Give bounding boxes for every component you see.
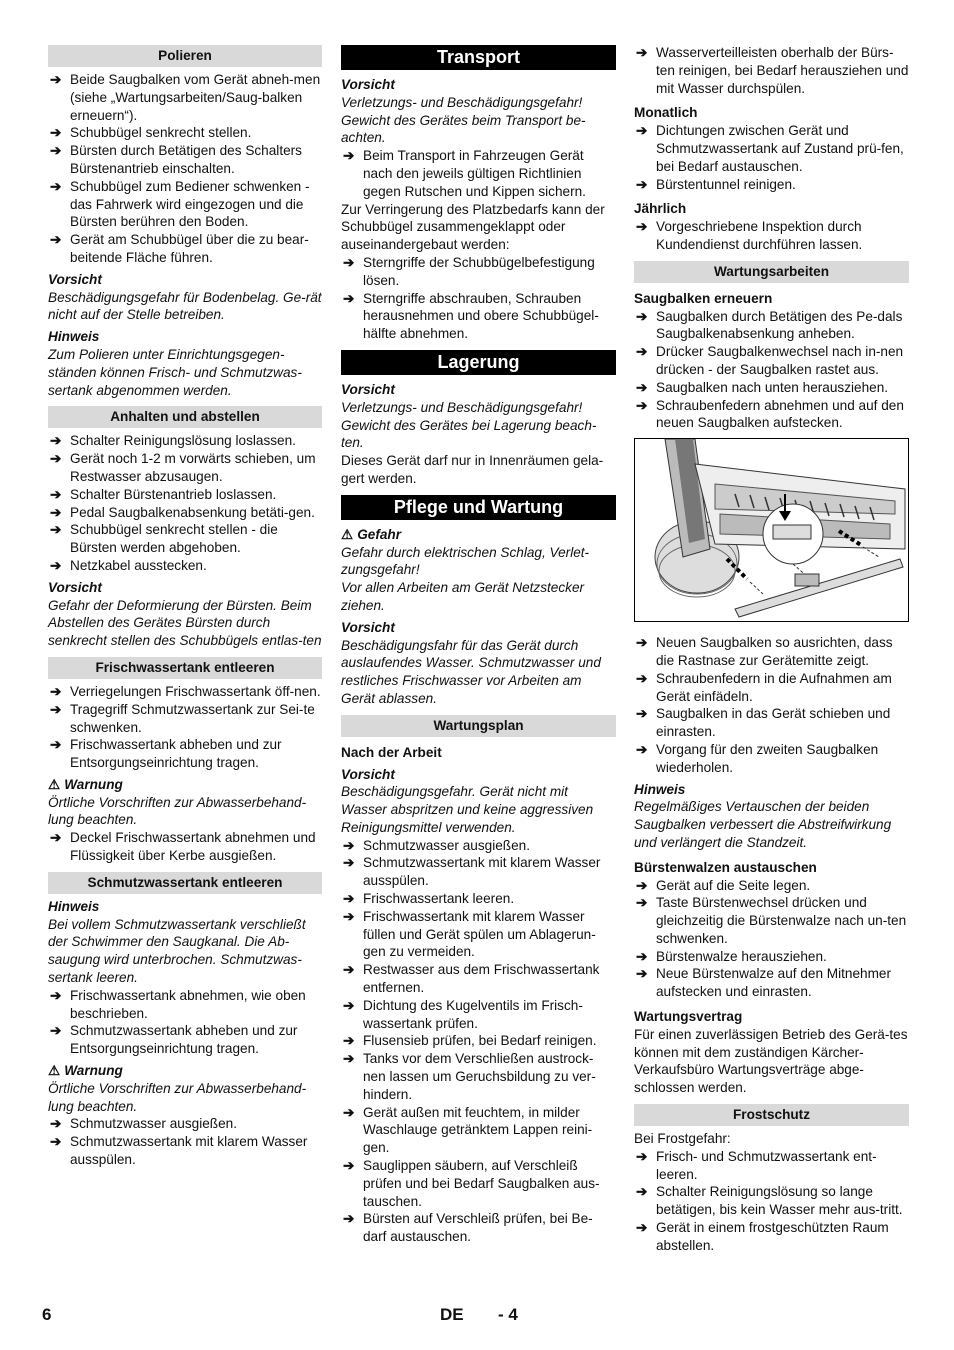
list-item-text: Flusensieb prüfen, bei Bedarf reinigen. xyxy=(363,1033,597,1049)
arrow-right-icon: ➔ xyxy=(50,143,62,159)
arrow-right-icon: ➔ xyxy=(50,433,62,449)
label-vorsicht: Vorsicht xyxy=(341,766,395,782)
label-vorsicht: Vorsicht xyxy=(341,381,395,397)
heading-schmutzwassertank: Schmutzwassertank entleeren xyxy=(48,872,322,894)
label-vorsicht: Vorsicht xyxy=(48,579,102,595)
list-item-text: Wasserverteilleisten oberhalb der Bürs-ten reinigen, bei Bedarf herausziehen und mit Wasser durchspülen. xyxy=(656,45,909,96)
arrow-right-icon: ➔ xyxy=(343,254,355,270)
text-gefahr-1: Gefahr durch elektrischen Schlag, Verlet-zungsgefahr! xyxy=(341,544,590,578)
arrow-right-icon: ➔ xyxy=(343,1158,355,1174)
list-item xyxy=(341,1032,616,1050)
list-item-text: Tanks vor dem Verschließen austrock-nen lassen um Geruchsbildung zu ver-hindern. xyxy=(363,1051,596,1102)
subheading-monatlich: Monatlich xyxy=(634,105,698,121)
squeegee-diagram-icon xyxy=(635,439,908,621)
arrow-right-icon: ➔ xyxy=(343,1211,355,1227)
text-wartungsvertrag: Für einen zuverlässigen Betrieb des Gerä-tes können mit dem zuständigen Kärcher-Verkaufsbüro Wartungsverträge abge-schlossen werden. xyxy=(634,1026,908,1096)
warning-icon: ⚠ xyxy=(48,776,61,792)
label-vorsicht: Vorsicht xyxy=(48,271,102,287)
list-item-text: Dichtung des Kugelventils im Frisch-wassertank prüfen. xyxy=(363,997,583,1031)
arrow-right-icon: ➔ xyxy=(636,877,648,893)
label-hinweis: Hinweis xyxy=(634,781,686,797)
list-schmutzwassertank xyxy=(48,987,322,1058)
text-hinweis: Bei vollem Schmutzwassertank verschließt der Schwimmer den Saugkanal. Die Ab-saugung wird unterbrochen. Schmutzwas-sertank leeren. xyxy=(48,916,306,986)
arrow-right-icon: ➔ xyxy=(343,997,355,1013)
list-item xyxy=(48,504,322,522)
list-item-text: Frischwassertank leeren. xyxy=(363,891,515,907)
list-item-text: Schubbügel zum Bediener schwenken - das Fahrwerk wird eingezogen und die Bürsten berühren den Boden. xyxy=(70,178,310,230)
arrow-right-icon: ➔ xyxy=(50,451,62,467)
list-item-text: Drücker Saugbalkenwechsel nach in-nen drücken - der Saugbalken rastet aus. xyxy=(656,344,904,377)
list-saugbalken-2 xyxy=(634,634,909,776)
arrow-right-icon: ➔ xyxy=(50,683,62,699)
list-item xyxy=(48,178,322,231)
list-item-text: Sterngriffe der Schubbügelbefestigung lösen. xyxy=(363,254,595,288)
arrow-right-icon: ➔ xyxy=(636,670,648,686)
list-item-text: Schraubenfedern in die Aufnahmen am Gerät einfädeln. xyxy=(656,670,892,704)
arrow-right-icon: ➔ xyxy=(50,987,62,1003)
list-item xyxy=(48,71,322,124)
label-hinweis: Hinweis xyxy=(48,898,100,914)
language-code: DE xyxy=(440,1305,464,1324)
subheading-jaehrlich: Jährlich xyxy=(634,201,687,217)
arrow-right-icon: ➔ xyxy=(50,232,62,248)
arrow-right-icon: ➔ xyxy=(636,1148,648,1164)
text-vorsicht: Verletzungs- und Beschädigungsgefahr! Gewicht des Gerätes beim Transport be-achten. xyxy=(341,94,586,146)
arrow-right-icon: ➔ xyxy=(636,895,648,911)
text-vorsicht: Beschädigungsgefahr. Gerät nicht mit Wasser abspritzen und keine aggressiven Reinigungsmittel verwenden. xyxy=(341,784,594,835)
arrow-right-icon: ➔ xyxy=(636,966,648,982)
list-item-text: Schubbügel senkrecht stellen - die Bürsten werden abgehoben. xyxy=(70,522,278,556)
list-item xyxy=(634,397,909,433)
saugbalken-illustration xyxy=(634,438,909,622)
list-item xyxy=(341,1104,616,1157)
arrow-right-icon: ➔ xyxy=(343,891,355,907)
arrow-right-icon: ➔ xyxy=(636,344,648,360)
list-item-text: Bürstentunnel reinigen. xyxy=(656,176,796,192)
text-warnung: Örtliche Vorschriften zur Abwasserbehand-lung beachten. xyxy=(48,794,307,828)
heading-lagerung: Lagerung xyxy=(341,350,616,375)
text-vorsicht: Beschädigungsgefahr für Bodenbelag. Ge-rät nicht auf der Stelle betreiben. xyxy=(48,289,322,323)
list-item-text: Sauglippen säubern, auf Verschleiß prüfen und bei Bedarf Saugbalken aus-tauschen. xyxy=(363,1158,600,1209)
list-item xyxy=(341,854,616,890)
list-frischwassertank xyxy=(48,683,322,772)
list-item-text: Bürsten auf Verschleiß prüfen, bei Be-darf austauschen. xyxy=(363,1211,593,1245)
list-item-text: Schalter Reinigungslösung so lange betätigen, bis kein Wasser mehr aus-tritt. xyxy=(656,1184,903,1218)
list-item-text: Saugbalken durch Betätigen des Pe-dals Saugbalkenabsenkung anheben. xyxy=(656,308,903,342)
arrow-right-icon: ➔ xyxy=(636,706,648,722)
arrow-right-icon: ➔ xyxy=(636,123,648,139)
arrow-right-icon: ➔ xyxy=(343,1033,355,1049)
list-item xyxy=(48,829,322,865)
label-warnung: ⚠ Warnung xyxy=(48,776,123,792)
arrow-right-icon: ➔ xyxy=(343,837,355,853)
list-item-text: Pedal Saugbalkenabsenkung betäti-gen. xyxy=(70,504,315,520)
list-item-text: Restwasser aus dem Frischwassertank entfernen. xyxy=(363,962,600,996)
list-item xyxy=(48,1133,322,1169)
list-item-text: Schraubenfedern abnehmen und auf den neuen Saugbalken aufstecken. xyxy=(656,397,904,431)
list-item-text: Taste Bürstenwechsel drücken und gleichzeitig die Bürstenwalze nach un-ten schwenken. xyxy=(656,895,907,946)
list-item xyxy=(341,908,616,961)
list-transport-2 xyxy=(341,254,616,343)
list-item-text: Beide Saugbalken vom Gerät abneh-men (siehe „Wartungsarbeiten/Saug-balken erneuern“). xyxy=(70,72,321,123)
arrow-right-icon: ➔ xyxy=(50,178,62,194)
list-item-text: Vorgeschriebene Inspektion durch Kundendienst durchführen lassen. xyxy=(656,219,863,252)
list-item-text: Schmutzwasser ausgießen. xyxy=(363,837,530,853)
list-polieren xyxy=(48,71,322,267)
arrow-right-icon: ➔ xyxy=(636,948,648,964)
arrow-right-icon: ➔ xyxy=(50,830,62,846)
arrow-right-icon: ➔ xyxy=(343,908,355,924)
arrow-right-icon: ➔ xyxy=(636,1220,648,1236)
list-item xyxy=(341,1050,616,1103)
list-item xyxy=(341,147,616,200)
heading-frostschutz: Frostschutz xyxy=(634,1104,909,1126)
list-item-text: Saugbalken in das Gerät schieben und einrasten. xyxy=(656,706,891,740)
list-item xyxy=(341,961,616,997)
label-vorsicht: Vorsicht xyxy=(341,619,395,635)
list-item xyxy=(48,450,322,486)
arrow-right-icon: ➔ xyxy=(636,176,648,192)
arrow-right-icon: ➔ xyxy=(50,701,62,717)
arrow-right-icon: ➔ xyxy=(343,290,355,306)
list-item xyxy=(634,1219,909,1255)
list-item xyxy=(341,1210,616,1246)
arrow-right-icon: ➔ xyxy=(636,1184,648,1200)
list-item xyxy=(634,44,909,97)
text-lagerung: Dieses Gerät darf nur in Innenräumen gela-gert werden. xyxy=(341,453,604,486)
list-item xyxy=(634,965,909,1001)
column-middle xyxy=(341,44,616,1246)
arrow-right-icon: ➔ xyxy=(50,1134,62,1150)
list-item xyxy=(634,379,909,397)
list-item-text: Bürstenwalze herausziehen. xyxy=(656,948,827,964)
list-item xyxy=(634,1148,909,1184)
list-jaehrlich xyxy=(634,218,909,254)
list-item-text: Tragegriff Schmutzwassertank zur Sei-te schwenken. xyxy=(70,701,315,735)
list-item xyxy=(634,343,909,379)
arrow-right-icon: ➔ xyxy=(343,855,355,871)
list-item xyxy=(634,218,909,254)
label-vorsicht: Vorsicht xyxy=(341,77,395,92)
list-item xyxy=(634,877,909,895)
list-item-text: Frischwassertank abheben und zur Entsorgungseinrichtung tragen. xyxy=(70,737,282,771)
list-item-text: Frischwassertank mit klarem Wasser füllen und Gerät spülen um Ablagerun-gen zu vermeiden. xyxy=(363,908,596,960)
list-item xyxy=(48,231,322,267)
arrow-right-icon: ➔ xyxy=(50,557,62,573)
subheading-nach-der-arbeit: Nach der Arbeit xyxy=(341,744,442,760)
list-item xyxy=(48,736,322,772)
list-item-text: Dichtungen zwischen Gerät und Schmutzwassertank auf Zustand prü-fen, bei Bedarf austauschen. xyxy=(656,123,904,174)
list-item-text: Bürsten durch Betätigen des Schalters Bürstenantrieb einschalten. xyxy=(70,143,302,176)
text-frostschutz-intro: Bei Frostgefahr: xyxy=(634,1131,731,1147)
list-item-text: Schmutzwassertank mit klarem Wasser ausspülen. xyxy=(70,1134,308,1168)
heading-frischwassertank: Frischwassertank entleeren xyxy=(48,657,322,679)
list-item-text: Frisch- und Schmutzwassertank ent-leeren. xyxy=(656,1148,877,1182)
arrow-right-icon: ➔ xyxy=(50,72,62,87)
arrow-right-icon: ➔ xyxy=(343,1104,355,1120)
list-item-text: Deckel Frischwassertank abnehmen und Flüssigkeit über Kerbe ausgießen. xyxy=(70,830,316,864)
arrow-right-icon: ➔ xyxy=(636,45,648,60)
text-vorsicht: Gefahr der Deformierung der Bürsten. Beim Abstellen des Gerätes Bürsten durch senkrecht stellen des Schubbügels entlas-ten xyxy=(48,597,322,649)
arrow-right-icon: ➔ xyxy=(343,1051,355,1067)
list-top xyxy=(634,44,909,97)
list-item-text: Netzkabel ausstecken. xyxy=(70,557,207,573)
list-item-text: Gerät außen mit feuchtem, in milder Waschlauge getränktem Lappen reini-gen. xyxy=(363,1104,593,1156)
text-vorsicht: Verletzungs- und Beschädigungsgefahr! Gewicht des Gerätes bei Lagerung beach-ten. xyxy=(341,399,597,451)
list-item xyxy=(341,254,616,290)
arrow-right-icon: ➔ xyxy=(50,522,62,538)
text-vorsicht: Beschädigungsfahr für das Gerät durch auslaufendes Wasser. Schmutzwasser und restliches Frischwasser vor Arbeiten am Gerät ablassen. xyxy=(341,637,601,706)
arrow-right-icon: ➔ xyxy=(636,397,648,413)
list-item xyxy=(634,894,909,947)
heading-pflege-und-wartung: Pflege und Wartung xyxy=(341,495,616,520)
arrow-right-icon: ➔ xyxy=(50,125,62,141)
heading-transport: Transport xyxy=(341,45,616,70)
list-wartungsplan xyxy=(341,837,616,1246)
list-item xyxy=(48,987,322,1023)
heading-wartungsarbeiten: Wartungsarbeiten xyxy=(634,261,909,283)
list-item xyxy=(341,997,616,1033)
list-item-text: Schmutzwassertank abheben und zur Entsorgungseinrichtung tragen. xyxy=(70,1023,298,1057)
arrow-right-icon: ➔ xyxy=(636,741,648,757)
list-item-text: Beim Transport in Fahrzeugen Gerät nach den jeweils gültigen Richtlinien gegen Rutschen und Kippen sichern. xyxy=(363,148,586,199)
list-item-text: Schmutzwassertank mit klarem Wasser ausspülen. xyxy=(363,855,601,889)
list-item xyxy=(48,142,322,178)
list-monatlich xyxy=(634,122,909,193)
list-item-text: Vorgang für den zweiten Saugbalken wiederholen. xyxy=(656,741,879,775)
text-warnung: Örtliche Vorschriften zur Abwasserbehand-lung beachten. xyxy=(48,1080,307,1114)
arrow-right-icon: ➔ xyxy=(636,308,648,324)
heading-wartungsplan: Wartungsplan xyxy=(341,715,616,737)
arrow-right-icon: ➔ xyxy=(636,635,648,651)
text-hinweis: Zum Polieren unter Einrichtungsgegen-ständen können Frisch- und Schmutzwas-sertank abgenommen werden. xyxy=(48,346,302,398)
heading-anhalten: Anhalten und abstellen xyxy=(48,406,322,428)
subheading-wartungsvertrag: Wartungsvertrag xyxy=(634,1009,743,1025)
text-gefahr-2: Vor allen Arbeiten am Gerät Netzstecker ziehen. xyxy=(341,580,585,613)
list-item xyxy=(634,705,909,741)
list-buerstenwalzen xyxy=(634,877,909,1002)
list-anhalten xyxy=(48,432,322,574)
arrow-right-icon: ➔ xyxy=(343,148,355,164)
list-item-text: Gerät in einem frostgeschützten Raum abstellen. xyxy=(656,1220,889,1253)
arrow-right-icon: ➔ xyxy=(50,1116,62,1132)
column-right xyxy=(634,44,909,1255)
subheading-buerstenwalzen: Bürstenwalzen austauschen xyxy=(634,859,817,875)
text-hinweis: Regelmäßiges Vertauschen der beiden Saugbalken verbessert die Abstreifwirkung und verlängert die Standzeit. xyxy=(634,799,892,850)
list-item-text: Gerät noch 1-2 m vorwärts schieben, um Restwasser abzusaugen. xyxy=(70,451,316,484)
list-item xyxy=(48,683,322,701)
label-hinweis: Hinweis xyxy=(48,329,100,345)
list-item-text: Verriegelungen Frischwassertank öff-nen. xyxy=(70,683,321,699)
list-item-text: Sterngriffe abschrauben, Schrauben herausnehmen und obere Schubbügel-hälfte abnehmen. xyxy=(363,290,599,342)
arrow-right-icon: ➔ xyxy=(50,486,62,502)
list-item xyxy=(634,308,909,344)
heading-polieren: Polieren xyxy=(48,45,322,67)
warning-icon: ⚠ xyxy=(48,1063,61,1079)
list-item xyxy=(341,890,616,908)
list-item xyxy=(634,670,909,706)
list-item xyxy=(634,634,909,670)
list-item xyxy=(634,122,909,175)
list-item xyxy=(48,521,322,557)
page-number: 6 xyxy=(42,1305,52,1324)
list-item xyxy=(341,290,616,343)
list-item-text: Frischwassertank abnehmen, wie oben beschrieben. xyxy=(70,987,306,1021)
list-item-text: Gerät am Schubbügel über die zu bear-beitende Fläche führen. xyxy=(70,232,309,265)
list-saugbalken xyxy=(634,308,909,433)
list-item xyxy=(634,1183,909,1219)
list-item xyxy=(634,176,909,194)
list-item-text: Neuen Saugbalken so ausrichten, dass die Rastnase zur Gerätemitte zeigt. xyxy=(656,635,893,668)
arrow-right-icon: ➔ xyxy=(343,962,355,978)
list-item xyxy=(341,837,616,855)
list-item-text: Schmutzwasser ausgießen. xyxy=(70,1116,237,1132)
list-item-text: Saugbalken nach unten herausziehen. xyxy=(656,379,889,395)
page-subnumber: - 4 xyxy=(498,1305,518,1324)
subheading-saugbalken: Saugbalken erneuern xyxy=(634,290,773,306)
list-item-text: Gerät auf die Seite legen. xyxy=(656,877,811,893)
list-item-text: Schalter Reinigungslösung loslassen. xyxy=(70,433,296,449)
list-item xyxy=(341,1157,616,1210)
column-left xyxy=(48,44,322,1169)
arrow-right-icon: ➔ xyxy=(50,504,62,520)
text-transport: Zur Verringerung des Platzbedarfs kann der Schubbügel zusammengeklappt oder auseinandergebaut werden: xyxy=(341,201,605,253)
list-item xyxy=(48,557,322,575)
list-item xyxy=(634,948,909,966)
list-item xyxy=(48,701,322,737)
list-item xyxy=(634,741,909,777)
list-frostschutz xyxy=(634,1148,909,1255)
list-item xyxy=(48,432,322,450)
list-item-text: Schalter Bürstenantrieb loslassen. xyxy=(70,486,277,502)
list-item-text: Neue Bürstenwalze auf den Mitnehmer aufstecken und einrasten. xyxy=(656,966,891,1000)
list-transport xyxy=(341,147,616,200)
arrow-right-icon: ➔ xyxy=(50,737,62,753)
warning-icon: ⚠ xyxy=(341,526,354,542)
arrow-right-icon: ➔ xyxy=(50,1023,62,1039)
arrow-right-icon: ➔ xyxy=(636,219,648,235)
label-warnung: ⚠ Warnung xyxy=(48,1063,123,1079)
list-item xyxy=(48,124,322,142)
list-schmutzwassertank-2 xyxy=(48,1115,322,1168)
list-item xyxy=(48,1115,322,1133)
list-item-text: Schubbügel senkrecht stellen. xyxy=(70,125,252,141)
arrow-right-icon: ➔ xyxy=(636,379,648,395)
label-gefahr: ⚠ Gefahr xyxy=(341,526,402,542)
list-item xyxy=(48,1022,322,1058)
list-item xyxy=(48,486,322,504)
list-frischwassertank-2 xyxy=(48,829,322,865)
